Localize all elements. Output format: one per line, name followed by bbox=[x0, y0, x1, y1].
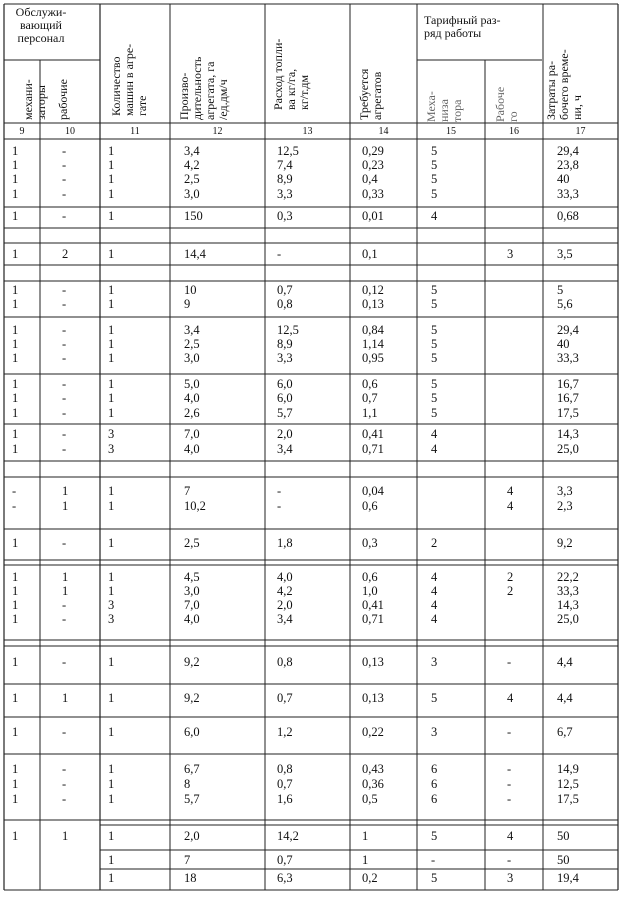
table-cell: 1,2 bbox=[277, 725, 293, 739]
table-cell: 1 bbox=[108, 297, 115, 311]
table-cell: - bbox=[277, 484, 282, 498]
table-cell: 33,3 bbox=[557, 351, 579, 365]
table-cell: 1 bbox=[108, 853, 115, 867]
table-cell: 1 bbox=[12, 777, 19, 791]
table-cell: 3 bbox=[108, 612, 115, 626]
table-cell: 9 bbox=[184, 297, 191, 311]
table-cell: 0,1 bbox=[362, 247, 378, 261]
table-cell: 1 bbox=[62, 484, 69, 498]
table-cell: 22,2 bbox=[557, 570, 579, 584]
table-cell: 4 bbox=[431, 209, 438, 223]
table-cell: 0,95 bbox=[362, 351, 384, 365]
table-cell: - bbox=[62, 777, 67, 791]
table-cell: 12,5 bbox=[277, 323, 299, 337]
table-cell: 5 bbox=[431, 283, 438, 297]
table-cell: 1,6 bbox=[277, 792, 293, 806]
table-cell: 0,8 bbox=[277, 655, 293, 669]
table-cell: 0,71 bbox=[362, 612, 384, 626]
table-cell: 2,5 bbox=[184, 337, 200, 351]
table-cell: 0,7 bbox=[277, 283, 293, 297]
table-cell: - bbox=[507, 725, 512, 739]
table-cell: 6,0 bbox=[277, 377, 293, 391]
column-number: 16 bbox=[509, 126, 519, 137]
table-cell: - bbox=[62, 283, 67, 297]
table-cell: 1 bbox=[108, 158, 115, 172]
table-cell: 1 bbox=[108, 762, 115, 776]
table-cell: 2 bbox=[507, 570, 514, 584]
table-cell: 1 bbox=[12, 792, 19, 806]
table-cell: 3,0 bbox=[184, 584, 200, 598]
table-cell: 1,8 bbox=[277, 536, 293, 550]
table-cell: 1 bbox=[108, 792, 115, 806]
table-cell: 1 bbox=[108, 777, 115, 791]
table-cell: 1 bbox=[362, 853, 369, 867]
table-cell: 4 bbox=[431, 612, 438, 626]
table-cell: 6,0 bbox=[184, 725, 200, 739]
table-cell: 3 bbox=[507, 247, 514, 261]
table-cell: 25,0 bbox=[557, 442, 579, 456]
table-cell: 2 bbox=[62, 247, 69, 261]
table-cell: 3 bbox=[108, 442, 115, 456]
table-cell: 1 bbox=[62, 584, 69, 598]
table-cell: 1 bbox=[12, 584, 19, 598]
table-cell: 6,7 bbox=[557, 725, 573, 739]
table-cell: 5 bbox=[431, 829, 438, 843]
table-cell: 0,41 bbox=[362, 427, 384, 441]
table-cell: 3 bbox=[507, 871, 514, 885]
table-cell: 10,2 bbox=[184, 499, 206, 513]
table-cell: - bbox=[62, 323, 67, 337]
table-cell: 1 bbox=[108, 829, 115, 843]
table-cell: 7,4 bbox=[277, 158, 293, 172]
header-units-required: Требуется агрегатов bbox=[357, 68, 384, 120]
table-cell: 1 bbox=[108, 172, 115, 186]
table-cell: 1 bbox=[12, 337, 19, 351]
table-cell: 2,5 bbox=[184, 536, 200, 550]
table-cell: 14,4 bbox=[184, 247, 206, 261]
table-cell: 5 bbox=[431, 337, 438, 351]
table-cell: 5 bbox=[431, 391, 438, 405]
table-cell: 5 bbox=[431, 323, 438, 337]
column-number: 9 bbox=[19, 126, 25, 137]
table-cell: 0,3 bbox=[277, 209, 293, 223]
table-cell: 1,1 bbox=[362, 406, 378, 420]
table-cell: 1 bbox=[362, 829, 369, 843]
table-cell: 4 bbox=[507, 691, 514, 705]
table-cell: 0,41 bbox=[362, 598, 384, 612]
table-cell: 3,0 bbox=[184, 351, 200, 365]
table-cell: 0,43 bbox=[362, 762, 384, 776]
table-cell: 5 bbox=[431, 144, 438, 158]
table-cell: 2,0 bbox=[277, 598, 293, 612]
table-cell: - bbox=[62, 172, 67, 186]
table-cell: 5 bbox=[557, 283, 564, 297]
table-cell: 0,13 bbox=[362, 655, 384, 669]
table-cell: 1 bbox=[12, 655, 19, 669]
table-cell: 0,4 bbox=[362, 172, 378, 186]
table-cell: 5 bbox=[431, 691, 438, 705]
table-cell: 1 bbox=[108, 351, 115, 365]
table-cell: 0,84 bbox=[362, 323, 384, 337]
table-cell: 33,3 bbox=[557, 584, 579, 598]
table-cell: 1 bbox=[108, 144, 115, 158]
table-cell: 5 bbox=[431, 297, 438, 311]
table-cell: - bbox=[62, 377, 67, 391]
table-cell: 1 bbox=[12, 762, 19, 776]
header-fuel: Расход топли- ва кг/га, кг/т.дм bbox=[271, 38, 311, 110]
table-cell: 25,0 bbox=[557, 612, 579, 626]
column-number: 10 bbox=[65, 126, 75, 137]
table-cell: 1 bbox=[108, 655, 115, 669]
table-cell: 4,0 bbox=[184, 442, 200, 456]
table-cell: - bbox=[62, 655, 67, 669]
table-cell: 2,3 bbox=[557, 499, 573, 513]
table-cell: 0,13 bbox=[362, 297, 384, 311]
table-cell: - bbox=[277, 499, 282, 513]
table-cell: 0,7 bbox=[277, 691, 293, 705]
table-cell: 10 bbox=[184, 283, 197, 297]
table-cell: 1 bbox=[108, 584, 115, 598]
column-number: 14 bbox=[378, 126, 389, 137]
table-cell: 0,36 bbox=[362, 777, 384, 791]
table-cell: 4 bbox=[507, 484, 514, 498]
table-cell: 4,4 bbox=[557, 655, 573, 669]
table-cell: - bbox=[507, 655, 512, 669]
table-cell: 8,9 bbox=[277, 337, 293, 351]
table-cell: 1 bbox=[12, 283, 19, 297]
table-cell: 3,4 bbox=[277, 442, 293, 456]
table-cell: - bbox=[62, 598, 67, 612]
table-cell: 4 bbox=[507, 829, 514, 843]
table-cell: 1 bbox=[12, 427, 19, 441]
table-cell: 3,3 bbox=[557, 484, 573, 498]
table-cell: 4 bbox=[507, 499, 514, 513]
table-cell: 6,7 bbox=[184, 762, 200, 776]
table-cell: 4 bbox=[431, 584, 438, 598]
table-cell: 4,0 bbox=[184, 391, 200, 405]
table-cell: 3 bbox=[431, 655, 438, 669]
column-number: 13 bbox=[302, 126, 313, 137]
table-cell: 4 bbox=[431, 442, 438, 456]
table-cell: 6 bbox=[431, 777, 438, 791]
table-cell: - bbox=[277, 247, 282, 261]
table-cell: 0,12 bbox=[362, 283, 384, 297]
table-cell: 14,2 bbox=[277, 829, 299, 843]
table-cell: 5 bbox=[431, 172, 438, 186]
table-cell: - bbox=[62, 406, 67, 420]
table-cell: 0,5 bbox=[362, 792, 378, 806]
table-cell: 0,7 bbox=[277, 853, 293, 867]
table-cell: 1 bbox=[108, 871, 115, 885]
table-cell: 16,7 bbox=[557, 377, 579, 391]
table-cell: 1 bbox=[108, 406, 115, 420]
table-cell: - bbox=[62, 337, 67, 351]
table-cell: 2 bbox=[507, 584, 514, 598]
table-cell: 2,6 bbox=[184, 406, 200, 420]
table-cell: 4,2 bbox=[277, 584, 293, 598]
table-cell: 1 bbox=[108, 187, 115, 201]
column-number: 15 bbox=[446, 126, 456, 137]
table-cell: 1,0 bbox=[362, 584, 378, 598]
table-cell: 1 bbox=[12, 351, 19, 365]
table-cell: 1 bbox=[12, 297, 19, 311]
table-cell: - bbox=[62, 144, 67, 158]
table-cell: 2,0 bbox=[277, 427, 293, 441]
table-cell: 0,3 bbox=[362, 536, 378, 550]
table-cell: 1 bbox=[62, 570, 69, 584]
table-cell: 19,4 bbox=[557, 871, 579, 885]
table-cell: 5 bbox=[431, 187, 438, 201]
table-cell: 5 bbox=[431, 377, 438, 391]
table-cell: 3,4 bbox=[277, 612, 293, 626]
table-cell: 1 bbox=[108, 337, 115, 351]
table-cell: 2 bbox=[431, 536, 438, 550]
table-cell: 3,3 bbox=[277, 351, 293, 365]
table-cell: 1 bbox=[12, 209, 19, 223]
table-cell: 2,0 bbox=[184, 829, 200, 843]
table-cell: 1 bbox=[12, 247, 19, 261]
table-cell: 1 bbox=[12, 172, 19, 186]
table-cell: 18 bbox=[184, 871, 197, 885]
table-cell: - bbox=[62, 209, 67, 223]
table-cell: 1 bbox=[12, 144, 19, 158]
table-cell: 1 bbox=[12, 391, 19, 405]
table-cell: 12,5 bbox=[557, 777, 579, 791]
table-cell: 0,04 bbox=[362, 484, 384, 498]
table-cell: 40 bbox=[557, 337, 570, 351]
table-cell: 7 bbox=[184, 853, 191, 867]
table-cell: 1 bbox=[62, 829, 69, 843]
table-cell: 1 bbox=[108, 377, 115, 391]
table-cell: 9,2 bbox=[184, 655, 200, 669]
table-cell: 1 bbox=[108, 209, 115, 223]
table-cell: - bbox=[62, 536, 67, 550]
table-cell: 3,3 bbox=[277, 187, 293, 201]
table-cell: 4 bbox=[431, 427, 438, 441]
table-cell: - bbox=[62, 158, 67, 172]
table-cell: 1 bbox=[12, 442, 19, 456]
table-cell: 50 bbox=[557, 853, 570, 867]
table-cell: 1 bbox=[12, 598, 19, 612]
table-cell: 40 bbox=[557, 172, 570, 186]
header-labor-time: Затраты ра- бочего време- ни, ч bbox=[544, 49, 584, 120]
table-cell: 29,4 bbox=[557, 144, 579, 158]
table-cell: 5 bbox=[431, 158, 438, 172]
header-tariff-mechanizer: Меха- низа тора bbox=[424, 91, 464, 122]
table-cell: 1 bbox=[12, 406, 19, 420]
table-cell: 1 bbox=[12, 612, 19, 626]
table-cell: - bbox=[62, 391, 67, 405]
table-cell: 8 bbox=[184, 777, 191, 791]
table-cell: 9,2 bbox=[557, 536, 573, 550]
table-cell: 3,4 bbox=[184, 323, 200, 337]
table-cell: 6,0 bbox=[277, 391, 293, 405]
table-cell: - bbox=[507, 777, 512, 791]
table-cell: - bbox=[431, 853, 436, 867]
table-cell: - bbox=[62, 351, 67, 365]
table-cell: 5,6 bbox=[557, 297, 573, 311]
table-cell: 0,7 bbox=[362, 391, 378, 405]
table-cell: 7,0 bbox=[184, 598, 200, 612]
table-cell: 1 bbox=[12, 158, 19, 172]
table-cell: - bbox=[507, 792, 512, 806]
table-cell: 0,6 bbox=[362, 570, 378, 584]
table-cell: 1,14 bbox=[362, 337, 384, 351]
table-cell: 0,01 bbox=[362, 209, 384, 223]
table-cell: 1 bbox=[12, 829, 19, 843]
table-cell: 4 bbox=[431, 598, 438, 612]
table-cell: - bbox=[62, 442, 67, 456]
table-cell: 1 bbox=[108, 691, 115, 705]
table-cell: 14,3 bbox=[557, 598, 579, 612]
table-cell: 3,4 bbox=[184, 144, 200, 158]
table-cell: 1 bbox=[108, 484, 115, 498]
table-cell: - bbox=[12, 499, 17, 513]
column-number: 12 bbox=[212, 126, 223, 137]
table-cell: 3,0 bbox=[184, 187, 200, 201]
header-tariff: Тарифный раз- ряд работы bbox=[424, 13, 501, 40]
table-cell: 4,0 bbox=[184, 612, 200, 626]
table-cell: - bbox=[62, 427, 67, 441]
table-cell: 1 bbox=[62, 691, 69, 705]
table-cell: 5,0 bbox=[184, 377, 200, 391]
table-cell: 6,3 bbox=[277, 871, 293, 885]
table-cell: 1 bbox=[62, 499, 69, 513]
table-cell: 7 bbox=[184, 484, 191, 498]
table-cell: 4,0 bbox=[277, 570, 293, 584]
table-cell: 3 bbox=[108, 598, 115, 612]
table-cell: 2,5 bbox=[184, 172, 200, 186]
table-cell: 1 bbox=[108, 536, 115, 550]
table-cell: 1 bbox=[12, 377, 19, 391]
header-productivity: Произво- дительность агрегата, га /ед.дм/ч bbox=[177, 56, 230, 120]
table-cell: 16,7 bbox=[557, 391, 579, 405]
table-cell: - bbox=[507, 762, 512, 776]
table-cell: 5 bbox=[431, 871, 438, 885]
table-cell: 0,8 bbox=[277, 762, 293, 776]
table-cell: 9,2 bbox=[184, 691, 200, 705]
table-cell: 17,5 bbox=[557, 406, 579, 420]
table-cell: 5 bbox=[431, 406, 438, 420]
table-cell: 4,2 bbox=[184, 158, 200, 172]
table-cell: 1 bbox=[108, 391, 115, 405]
table-cell: 1 bbox=[108, 247, 115, 261]
table-cell: 5,7 bbox=[184, 792, 200, 806]
table-cell: 23,8 bbox=[557, 158, 579, 172]
header-workers: рабочие bbox=[56, 79, 70, 120]
table-cell: 0,22 bbox=[362, 725, 384, 739]
table-cell: - bbox=[62, 612, 67, 626]
table-cell: 0,71 bbox=[362, 442, 384, 456]
table-cell: 1 bbox=[108, 570, 115, 584]
column-number: 17 bbox=[575, 126, 586, 137]
table-cell: 6 bbox=[431, 792, 438, 806]
table-cell: 0,2 bbox=[362, 871, 378, 885]
table-cell: 14,9 bbox=[557, 762, 579, 776]
table-cell: 0,6 bbox=[362, 499, 378, 513]
table-cell: 17,5 bbox=[557, 792, 579, 806]
table-cell: 1 bbox=[108, 499, 115, 513]
table-cell: 1 bbox=[12, 691, 19, 705]
table-cell: 0,23 bbox=[362, 158, 384, 172]
table-cell: 5 bbox=[431, 351, 438, 365]
table-cell: 0,68 bbox=[557, 209, 579, 223]
header-machines-count: Количество машин в агре- гате bbox=[109, 43, 149, 116]
table-cell: 1 bbox=[12, 725, 19, 739]
table-cell: 0,6 bbox=[362, 377, 378, 391]
table-cell: 5,7 bbox=[277, 406, 293, 420]
table-cell: 1 bbox=[108, 323, 115, 337]
header-personnel: Обслужи- вающий персонал bbox=[15, 5, 67, 45]
table-cell: 0,33 bbox=[362, 187, 384, 201]
table-cell: 3 bbox=[108, 427, 115, 441]
table-cell: 3,5 bbox=[557, 247, 573, 261]
table-cell: 4,5 bbox=[184, 570, 200, 584]
table-cell: 1 bbox=[12, 536, 19, 550]
column-number: 11 bbox=[130, 126, 140, 137]
table-cell: 33,3 bbox=[557, 187, 579, 201]
table-cell: 4 bbox=[431, 570, 438, 584]
table-cell: 0,29 bbox=[362, 144, 384, 158]
table-cell: - bbox=[507, 853, 512, 867]
table-cell: 0,13 bbox=[362, 691, 384, 705]
header-tariff-worker: Рабоче го bbox=[493, 86, 520, 122]
table-cell: 4,4 bbox=[557, 691, 573, 705]
table-cell: 3 bbox=[431, 725, 438, 739]
table-cell: 1 bbox=[12, 570, 19, 584]
table-cell: - bbox=[62, 725, 67, 739]
table-cell: 1 bbox=[108, 725, 115, 739]
table-cell: 7,0 bbox=[184, 427, 200, 441]
table-cell: 8,9 bbox=[277, 172, 293, 186]
table-cell: 0,8 bbox=[277, 297, 293, 311]
header-mechanizers: механи- заторы bbox=[21, 79, 48, 120]
table-cell: 150 bbox=[184, 209, 203, 223]
table-cell: - bbox=[12, 484, 17, 498]
table-cell: - bbox=[62, 762, 67, 776]
table-cell: - bbox=[62, 187, 67, 201]
table-cell: 12,5 bbox=[277, 144, 299, 158]
table-cell: 50 bbox=[557, 829, 570, 843]
table-cell: - bbox=[62, 792, 67, 806]
table-cell: - bbox=[62, 297, 67, 311]
table-cell: 29,4 bbox=[557, 323, 579, 337]
table-cell: 14,3 bbox=[557, 427, 579, 441]
table-cell: 1 bbox=[12, 187, 19, 201]
table-cell: 6 bbox=[431, 762, 438, 776]
table-cell: 1 bbox=[12, 323, 19, 337]
table-cell: 0,7 bbox=[277, 777, 293, 791]
table-cell: 1 bbox=[108, 283, 115, 297]
